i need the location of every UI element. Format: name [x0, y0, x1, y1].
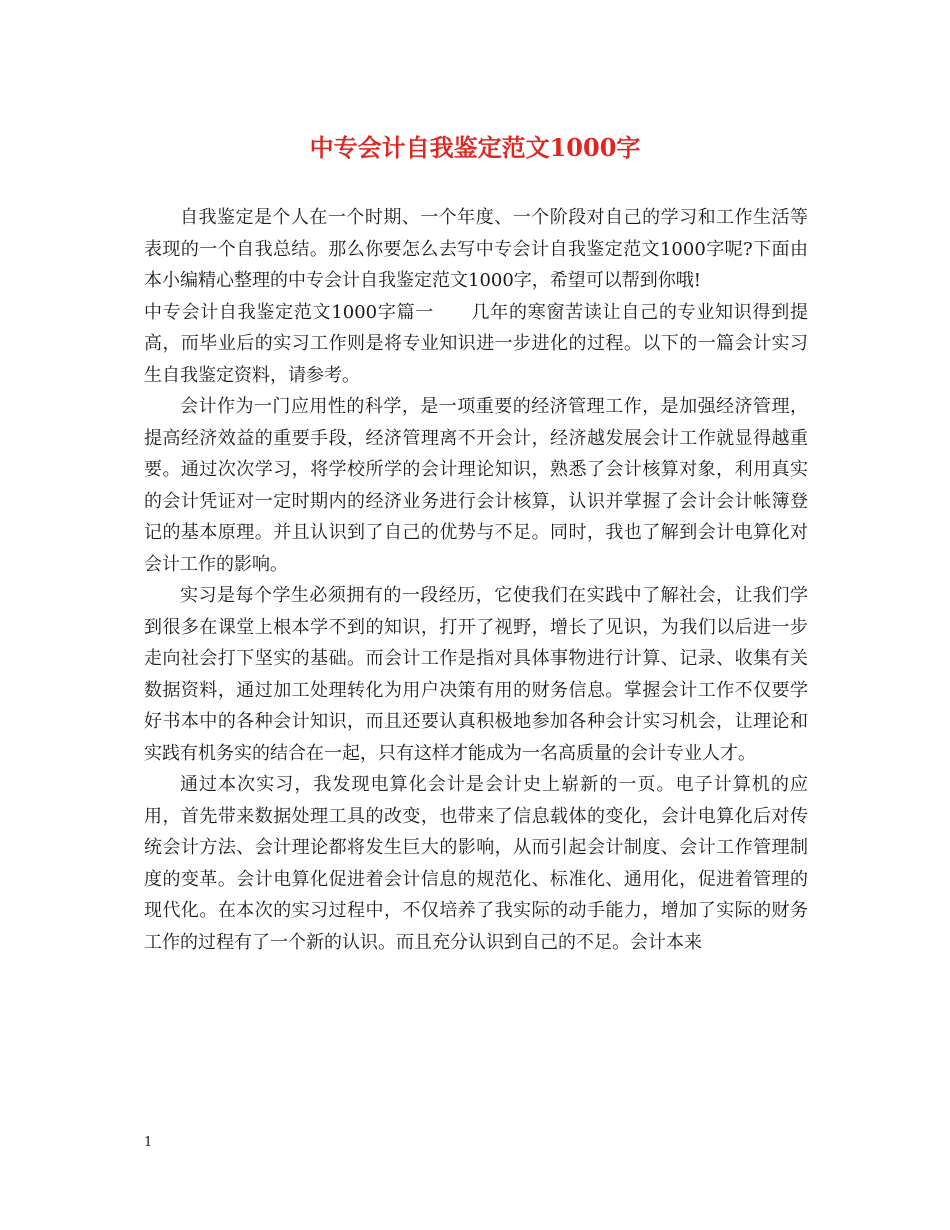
body-paragraph-internship: 实习是每个学生必须拥有的一段经历，它使我们在实践中了解社会，让我们学到很多在课堂上根本学不到的知识，打开了视野，增长了见识，为我们以后进一步走向社会打下坚实的基础。而会计工作是指对具体事物进行计算、记录、收集有关数据资料，通过加工处理转化为用户决策有用的财务信息。掌握会计工作不仅要学好书本中的各种会计知识，而且还要认真积极地参加各种会计实习机会，让理论和实践有机务实的结合在一起，只有这样才能成为一名高质量的会计专业人才。 [144, 585, 808, 764]
body-paragraph-computerization: 通过本次实习，我发现电算化会计是会计史上崭新的一页。电子计算机的应用，首先带来数据处理工具的改变，也带来了信息载体的变化，会计电算化后对传统会计方法、会计理论都将发生巨大的影响，从而引起会计制度、会计工作管理制度的变革。会计电算化促进着会计信息的规范化、标准化、通用化，促进着管理的现代化。在本次的实习过程中，不仅培养了我实际的动手能力，增加了实际的财务工作的过程有了一个新的认识。而且充分认识到自己的不足。会计本来 [144, 774, 808, 953]
body-paragraph-accounting: 会计作为一门应用性的科学，是一项重要的经济管理工作，是加强经济管理，提高经济效益的重要手段，经济管理离不开会计，经济越发展会计工作就显得越重要。通过次次学习，将学校所学的会计理论知识，熟悉了会计核算对象，利用真实的会计凭证对一定时期内的经济业务进行会计核算，认识并掌握了会计会计帐簿登记的基本原理。并且认识到了自己的优势与不足。同时，我也了解到会计电算化对会计工作的影响。 [144, 396, 808, 575]
intro-paragraph: 自我鉴定是个人在一个时期、一个年度、一个阶段对自己的学习和工作生活等表现的一个自我总结。那么你要怎么去写中专会计自我鉴定范文1000字呢?下面由本小编精心整理的中专会计自我鉴定范文1000字，希望可以帮到你哦! [144, 207, 808, 291]
page-number: 1 [144, 1135, 153, 1150]
section-one-paragraph: 中专会计自我鉴定范文1000字篇一 几年的寒窗苦读让自己的专业知识得到提高，而毕业后的实习工作则是将专业知识进一步进化的过程。以下的一篇会计实习生自我鉴定资料，请参考。 [144, 301, 808, 386]
document-title: 中专会计自我鉴定范文1000字 [309, 133, 641, 162]
document-body [144, 202, 808, 958]
